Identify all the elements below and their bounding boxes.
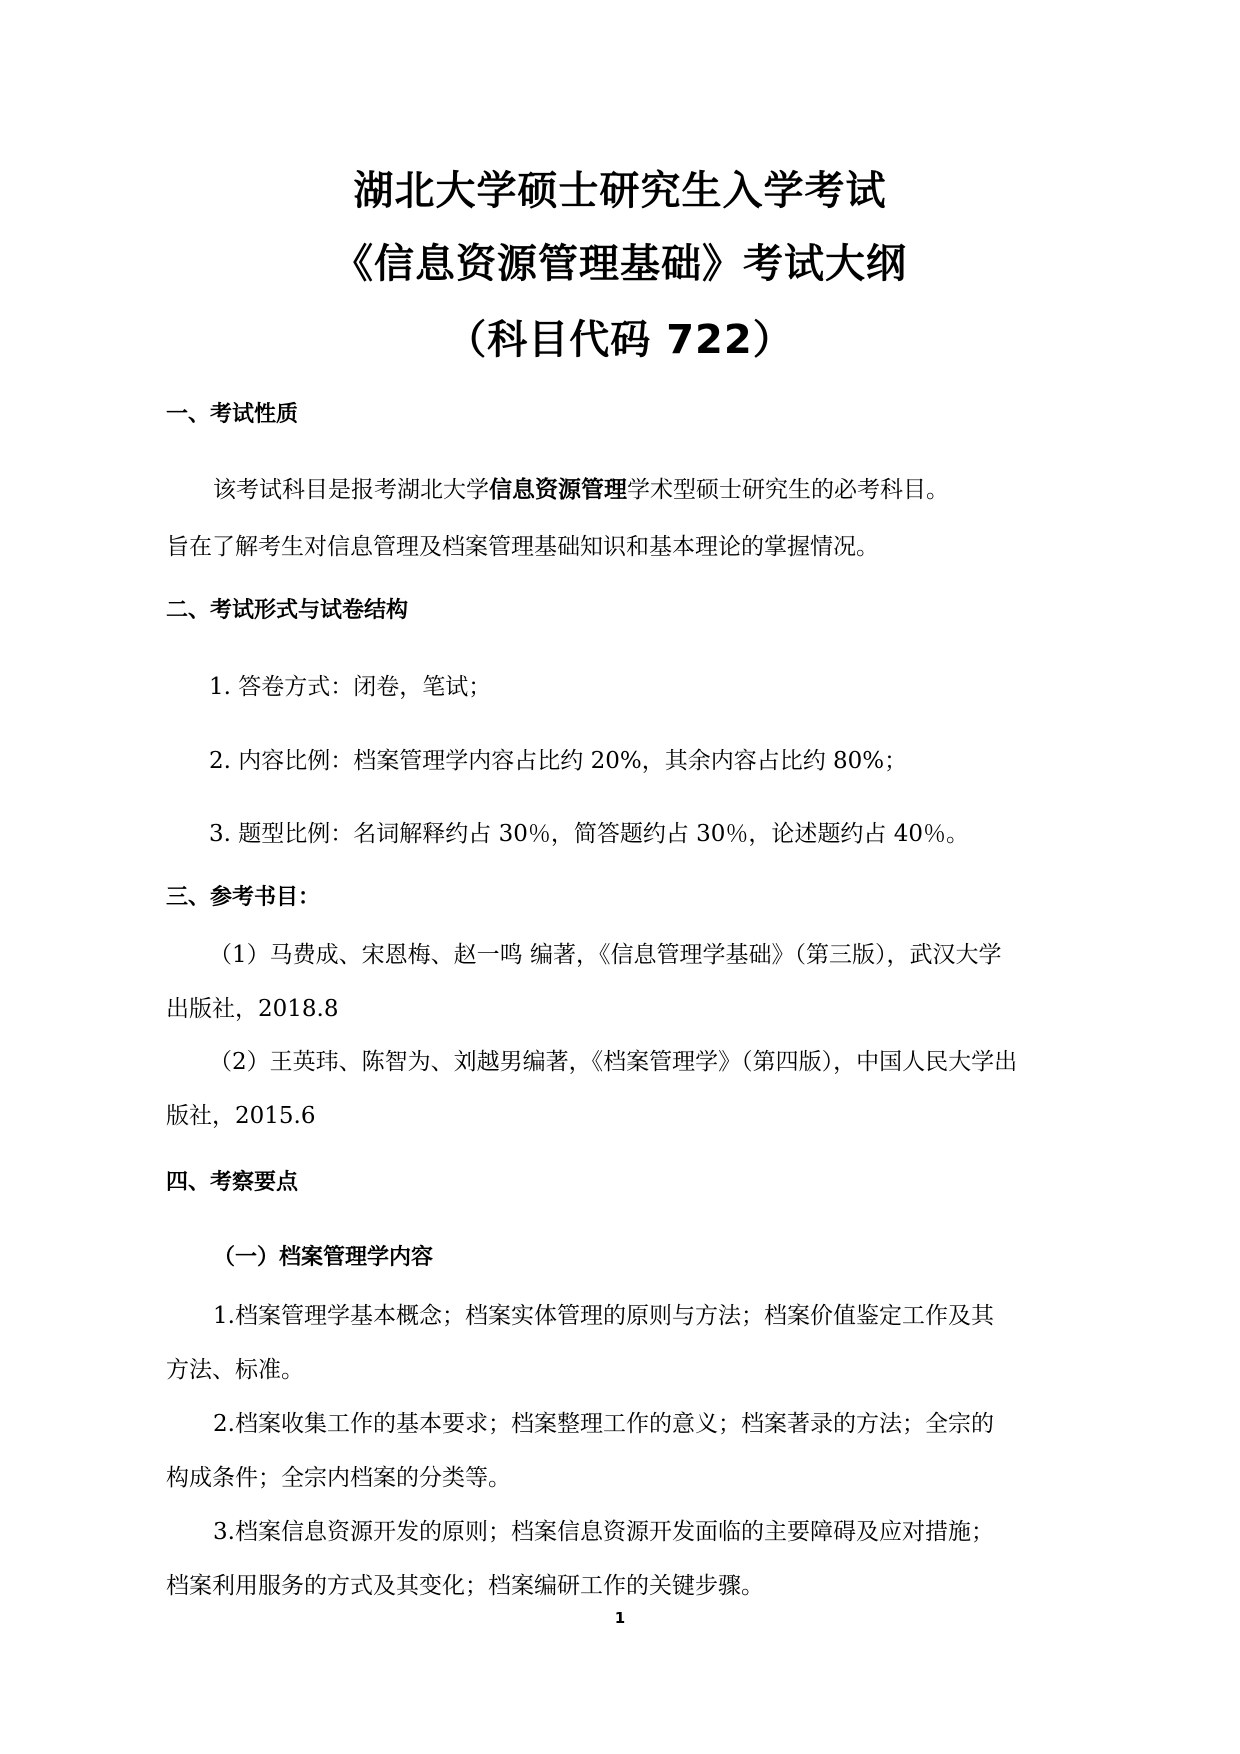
section-4-heading: 四、考察要点: [166, 1170, 299, 1195]
section-2-heading: 二、考试形式与试卷结构: [166, 598, 409, 623]
document-title-line-3: （科目代码 722）: [446, 317, 794, 363]
section-4-paragraph-3-line-2: 档案利用服务的方式及其变化；档案编研工作的关键步骤。: [166, 1573, 764, 1599]
section-4-subheading: （一）档案管理学内容: [213, 1245, 434, 1270]
document-title-line-2: 《信息资源管理基础》考试大纲: [333, 241, 907, 287]
section-1-bold-keyword: 信息资源管理: [489, 477, 627, 503]
reference-1-line-1: （1）马费成、宋恩梅、赵一鸣 编著，《信息管理学基础》（第三版），武汉大学: [209, 942, 1002, 968]
section-1-paragraph-line-1: [213, 474, 949, 506]
section-4-paragraph-2-line-1: 2.档案收集工作的基本要求；档案整理工作的意义；档案著录的方法；全宗的: [213, 1411, 994, 1437]
reference-2-line-2: 版社，2015.6: [166, 1103, 316, 1129]
section-2-item-2: 2. 内容比例：档案管理学内容占比约 20%，其余内容占比约 80%；: [209, 748, 908, 774]
document-title-line-1: 湖北大学硕士研究生入学考试: [353, 168, 887, 214]
section-4-paragraph-3-line-1: 3.档案信息资源开发的原则；档案信息资源开发面临的主要障碍及应对措施；: [213, 1519, 994, 1545]
reference-2-line-1: （2）王英玮、陈智为、刘越男编著，《档案管理学》（第四版），中国人民大学出: [209, 1049, 1018, 1075]
section-4-paragraph-1-line-1: 1.档案管理学基本概念；档案实体管理的原则与方法；档案价值鉴定工作及其: [213, 1303, 994, 1329]
section-4-paragraph-2-line-2: 构成条件；全宗内档案的分类等。: [166, 1465, 511, 1491]
section-4-paragraph-1-line-2: 方法、标准。: [166, 1357, 304, 1383]
section-2-item-1: 1. 答卷方式：闭卷，笔试；: [209, 674, 492, 700]
page-number: 1: [614, 1609, 626, 1627]
section-1-heading: 一、考试性质: [166, 402, 299, 427]
section-1-text-before: 该考试科目是报考湖北大学: [213, 477, 489, 503]
section-2-item-3: 3. 题型比例：名词解释约占 30％，简答题约占 30％，论述题约占 40％。: [209, 821, 969, 847]
section-1-text-after: 学术型硕士研究生的必考科目。: [627, 477, 949, 503]
section-1-paragraph-line-2: 旨在了解考生对信息管理及档案管理基础知识和基本理论的掌握情况。: [166, 534, 879, 560]
section-3-heading: 三、参考书目：: [166, 885, 321, 910]
reference-1-line-2: 出版社，2018.8: [166, 996, 339, 1022]
